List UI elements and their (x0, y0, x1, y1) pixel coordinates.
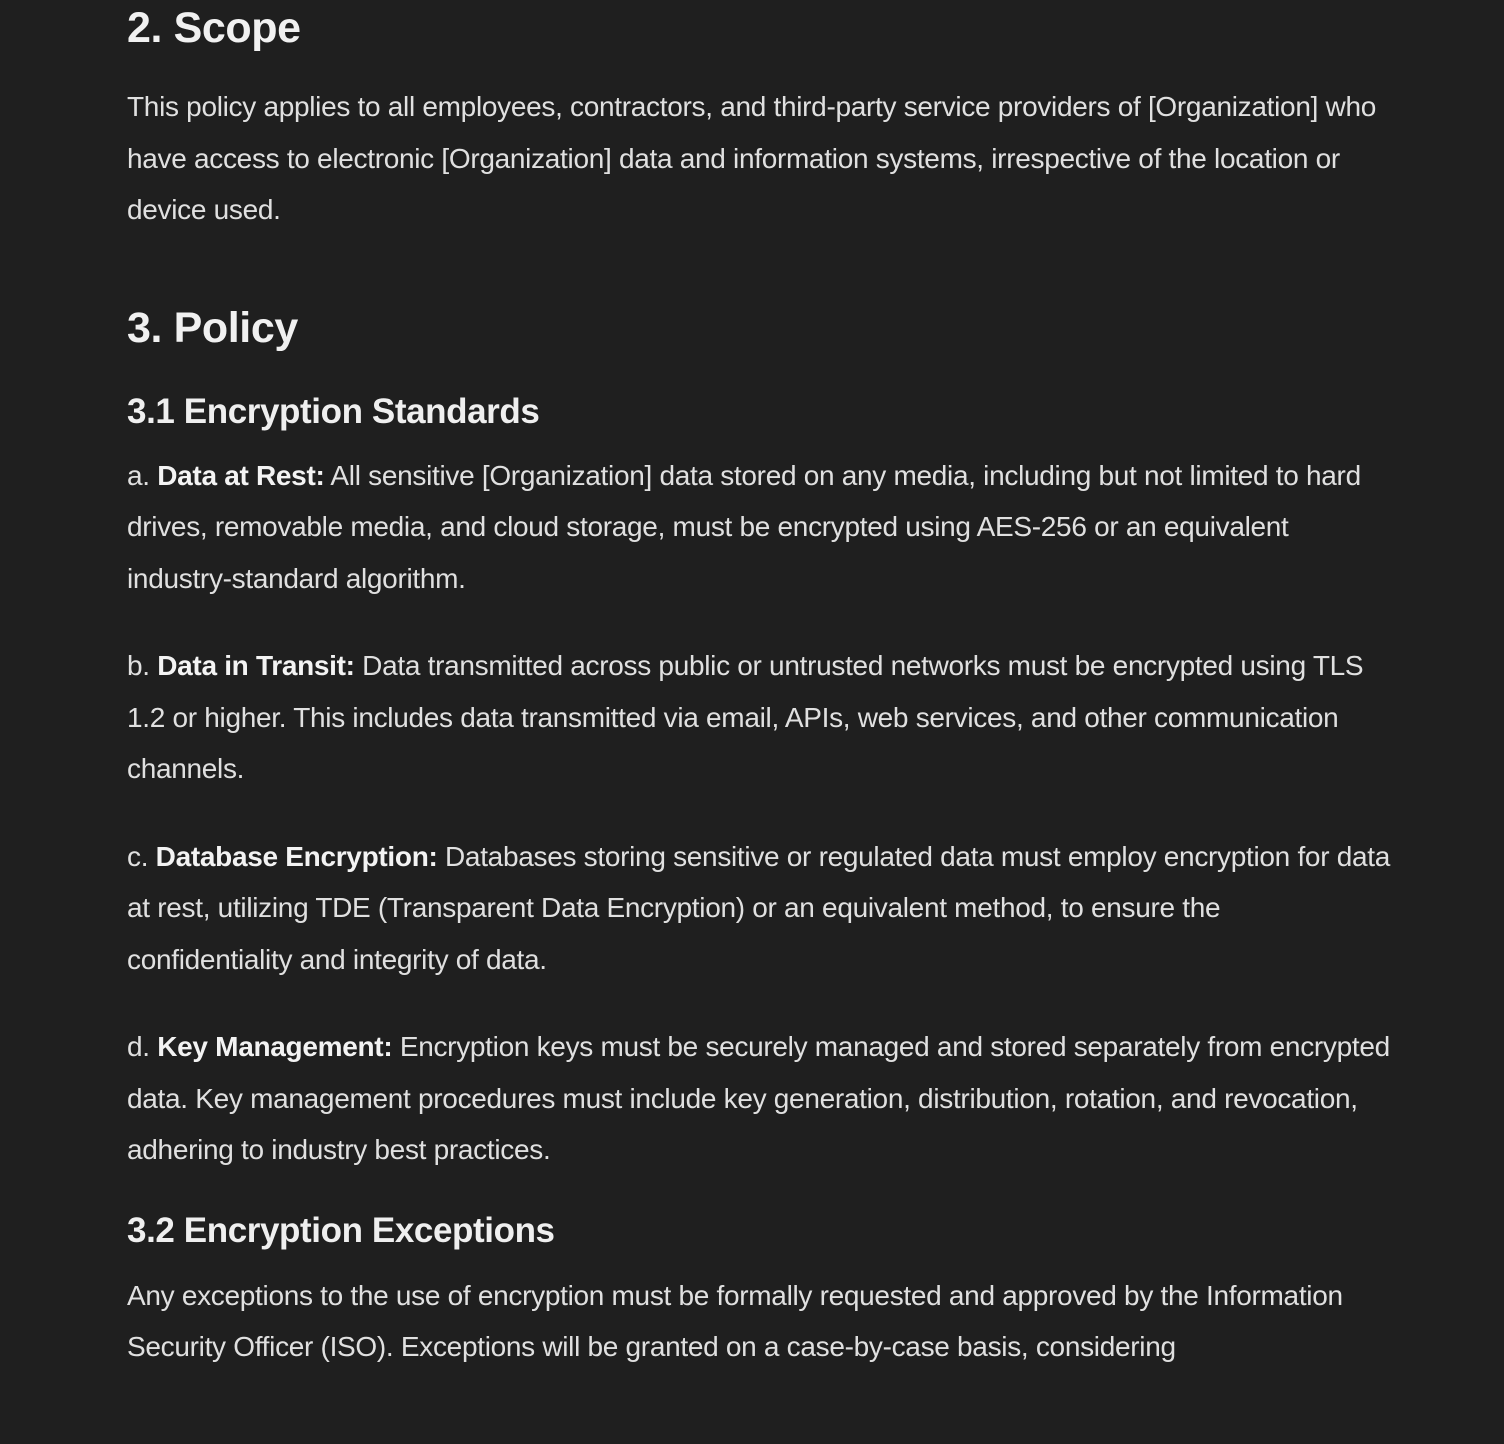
encryption-exceptions-heading: 3.2 Encryption Exceptions (127, 1210, 555, 1250)
item-term: Data in Transit: (157, 650, 355, 681)
item-term: Database Encryption: (155, 840, 438, 872)
item-text: Encryption keys must be securely managed and stored separately from encrypted data. Key management procedures must include key generation, distribution, rotation, and revocation, adhering to industry best practices. (127, 1031, 1390, 1165)
item-text: Data transmitted across public or untrusted networks must be encrypted using TLS 1.2 or higher. This includes data transmitted via email, APIs, web services, and other communication channels. (127, 650, 1364, 784)
encryption-standards-heading: 3.1 Encryption Standards (127, 391, 540, 431)
policy-heading: 3. Policy (127, 303, 298, 352)
exceptions-paragraph: Any exceptions to the use of encryption must be formally requested and approved by the Information Security Officer (ISO). Exceptions will be granted on a case-by-case basis, considering (127, 1279, 1343, 1362)
standards-item-data-at-rest (127, 450, 1392, 605)
standards-item-data-in-transit (127, 640, 1392, 795)
scope-heading: 2. Scope (127, 4, 301, 52)
item-term: Data at Rest: (157, 459, 325, 491)
item-text: Databases storing sensitive or regulated data must employ encryption for data at rest, utilizing TDE (Transparent Data Encryption) or an equivalent method, to ensure the confidentiality and integrity of data. (127, 840, 1390, 975)
item-prefix: a. (127, 459, 158, 491)
item-prefix: c. (127, 840, 156, 872)
item-text: All sensitive [Organization] data stored on any media, including but not limited to hard drives, removable media, and cloud storage, must be encrypted using AES-256 or an equivalent industry-standard algorithm. (127, 459, 1361, 594)
standards-item-database-encryption (127, 831, 1392, 986)
scope-paragraph: This policy applies to all employees, contractors, and third-party service providers of [Organization] who have access to electronic [Organization] data and information systems, irrespective of the location or device used. (127, 91, 1377, 225)
item-prefix: b. (127, 650, 158, 681)
item-term: Key Management: (157, 1031, 393, 1062)
standards-item-key-management (127, 1021, 1392, 1176)
item-prefix: d. (127, 1031, 158, 1062)
